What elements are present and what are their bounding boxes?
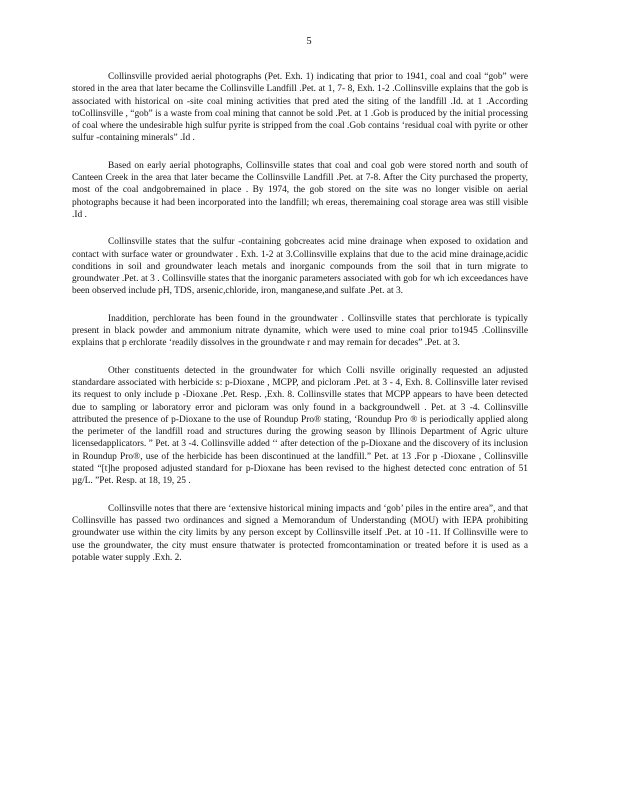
page-number: 5 xyxy=(306,36,312,47)
paragraph-perchlorate: Inaddition, perchlorate has been found in the groundwater . Collinsville states that perchlorate is typically present in black powder and ammonium nitrate dynamite, which were used to mine coal prior to1945 .Collinsville explains that p erchlorate ‘readily dissolves in the groundwate r and may remain for decades” .Pet. at 3. xyxy=(72,313,528,349)
paragraph-canteen-creek: Based on early aerial photographs, Collinsville states that coal and coal gob were stored north and south of Canteen Creek in the area that later became the Collinsville Landfill .Pet. at 7-8. After the City purchased the property, most of the coal andgobremained in place . By 1974, the gob stored on the site was no longer visible on aerial photographs because it had been incorporated into the landfill; wh ereas, theremaining coal storage area was still visible .Id . xyxy=(72,160,528,220)
paragraph-acid-mine-drainage: Collinsville states that the sulfur -containing gobcreates acid mine drainage when exposed to oxidation and contact with surface water or groundwater . Exh. 1-2 at 3.Collinsville explains that due to the acid mine drainage,acidic conditions in soil and groundwater leach metals and inorganic compounds from the soil that in turn migrate to groundwater .Pet. at 3 . Collinsville states that the inorganic parameters associated with gob for wh ich exceedances have been observed include pH, TDS, arsenic,chloride, iron, manganese,and sulfate .Pet. at 3. xyxy=(72,237,528,297)
paragraph-aerial-photographs: Collinsville provided aerial photographs (Pet. Exh. 1) indicating that prior to 1941, coal and coal “gob” were stored in the area that later became the Collinsville Landfill .Pet. at 1, 7- 8, Exh. 1-2 .Collinsville explains that the gob is associated with historical on -site coal mining activities that pred ated the siting of the landfill .Id. at 1 .According toCollinsville , “gob” is a waste from coal mining that cannot be sold .Pet. at 1 .Gob is produced by the initial processing of coal where the undesirable high sulfur pyrite is stripped from the coal .Gob contains ‘residual coal with pyrite or other sulfur -containing minerals” .Id . xyxy=(72,72,528,144)
paragraph-mining-impacts: Collinsville notes that there are ‘extensive historical mining impacts and ‘gob’ piles in the entire area”, and that Collinsville has passed two ordinances and signed a Memorandum of Understanding (MOU) with IEPA prohibiting groundwater use within the city limits by any person except by Collinsville itself .Pet. at 10 -11. If Collinsville were to use the groundwater, the city must ensure thatwater is protected fromcontamination or treated before it is used as a potable water supply .Exh. 2. xyxy=(72,503,528,563)
document-body xyxy=(72,71,528,579)
paragraph-herbicide-constituents: Other constituents detected in the groundwater for which Colli nsville originally requested an adjusted standardare associated with herbicide s: p-Dioxane , MCPP, and picloram .Pet. at 3 - 4, Exh. 8. Collinsville later revised its request to only include p -Dioxane .Pet. Resp. ,Exh. 8. Collinsville states that MCPP appears to have been detected due to sampling or laboratory error and picloram was only found in a backgroundwell . Pet. at 3 -4. Collinsville attributed the presence of p-Dioxane to the use of Roundup Pro® stating, ‘Roundup Pro ® is periodically applied along the perimeter of the landfill road and structures during the growing season by Illinois Department of Agric ulture licensedapplicators. ” Pet. at 3 -4. Collinsville added ‘‘ after detection of the p-Dioxane and the discovery of its inclusion in Roundup Pro®, use of the herbicide has been discontinued at the landfill.” Pet. at 13 .For p -Dioxane , Collinsville stated “[t]he proposed adjusted standard for p-Dioxane has been revised to the highest detected conc entration of 51 µg/L. ”Pet. Resp. at 18, 19, 25 . xyxy=(72,365,528,487)
